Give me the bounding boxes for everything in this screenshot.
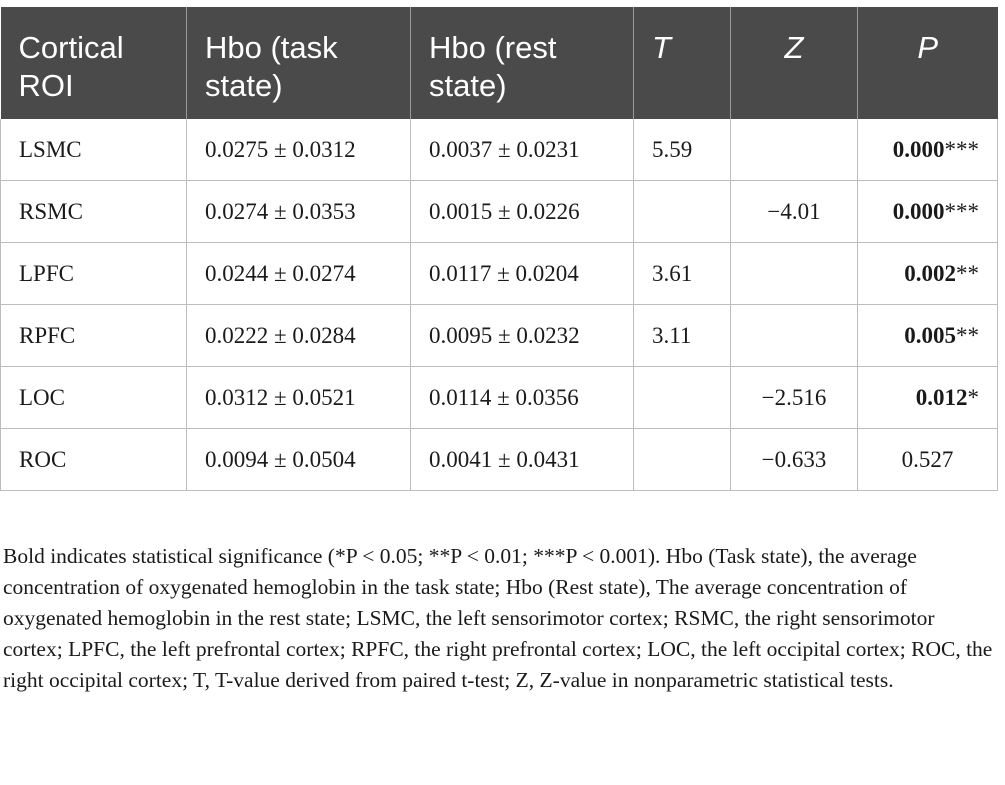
table-row [1, 367, 998, 429]
cell-p [858, 243, 998, 305]
p-value: 0.000 [892, 198, 945, 224]
cell-hbo-task: 0.0244 ± 0.0274 [187, 243, 411, 305]
table-row [1, 305, 998, 367]
table-row [1, 119, 998, 181]
cell-hbo-rest: 0.0015 ± 0.0226 [411, 181, 634, 243]
cell-roi: RSMC [1, 181, 187, 243]
table-row [1, 181, 998, 243]
cell-hbo-task: 0.0312 ± 0.0521 [187, 367, 411, 429]
cell-z [731, 119, 858, 181]
results-table-container [0, 7, 997, 491]
cell-p [858, 181, 998, 243]
p-value: 0.002 [904, 260, 956, 286]
cell-hbo-rest: 0.0037 ± 0.0231 [411, 119, 634, 181]
cell-hbo-task: 0.0222 ± 0.0284 [187, 305, 411, 367]
cell-t: 5.59 [634, 119, 731, 181]
cell-hbo-rest: 0.0117 ± 0.0204 [411, 243, 634, 305]
cell-p [858, 119, 998, 181]
cell-t: 3.11 [634, 305, 731, 367]
cell-roi: LOC [1, 367, 187, 429]
cell-roi: ROC [1, 429, 187, 491]
cell-t [634, 181, 731, 243]
cell-t [634, 367, 731, 429]
header-t: T [634, 7, 731, 119]
header-p: P [858, 7, 998, 119]
cell-t [634, 429, 731, 491]
cell-roi: LSMC [1, 119, 187, 181]
cell-p [858, 429, 998, 491]
cell-hbo-task: 0.0275 ± 0.0312 [187, 119, 411, 181]
p-stars: ** [956, 260, 979, 286]
header-hbo-task: Hbo (task state) [187, 7, 411, 119]
header-z: Z [731, 7, 858, 119]
table-header-row [1, 7, 998, 119]
header-cortical-roi: Cortical ROI [1, 7, 187, 119]
p-value: 0.005 [904, 322, 956, 348]
p-stars: ** [956, 322, 979, 348]
p-value: 0.527 [901, 446, 954, 472]
p-stars: *** [944, 198, 979, 224]
cell-hbo-rest: 0.0114 ± 0.0356 [411, 367, 634, 429]
table-row [1, 243, 998, 305]
results-table [0, 7, 998, 491]
cell-hbo-task: 0.0094 ± 0.0504 [187, 429, 411, 491]
cell-z: −2.516 [731, 367, 858, 429]
cell-p [858, 367, 998, 429]
cell-hbo-task: 0.0274 ± 0.0353 [187, 181, 411, 243]
cell-hbo-rest: 0.0041 ± 0.0431 [411, 429, 634, 491]
cell-z [731, 305, 858, 367]
cell-p [858, 305, 998, 367]
p-value: 0.012 [915, 384, 968, 410]
table-row [1, 429, 998, 491]
cell-roi: RPFC [1, 305, 187, 367]
cell-z: −4.01 [731, 181, 858, 243]
p-stars: *** [944, 136, 979, 162]
p-value: 0.000 [892, 136, 945, 162]
cell-roi: LPFC [1, 243, 187, 305]
header-hbo-rest: Hbo (rest state) [411, 7, 634, 119]
table-footnote: Bold indicates statistical significance (*P < 0.05; **P < 0.01; ***P < 0.001). Hbo (Task state), the average concentration of oxygenated hemoglobin in the task state; Hbo (Rest state), The average concentration of oxygenated hemoglobin in the rest state; LSMC, the left sensorimotor cortex; RSMC, the right sensorimotor cortex; LPFC, the left prefrontal cortex; RPFC, the right prefrontal cortex; LOC, the left occipital cortex; ROC, the right occipital cortex; T, T-value derived from paired t-test; Z, Z-value in nonparametric statistical tests. [3, 544, 993, 692]
cell-hbo-rest: 0.0095 ± 0.0232 [411, 305, 634, 367]
p-stars: * [967, 384, 979, 410]
cell-t: 3.61 [634, 243, 731, 305]
cell-z: −0.633 [731, 429, 858, 491]
cell-z [731, 243, 858, 305]
